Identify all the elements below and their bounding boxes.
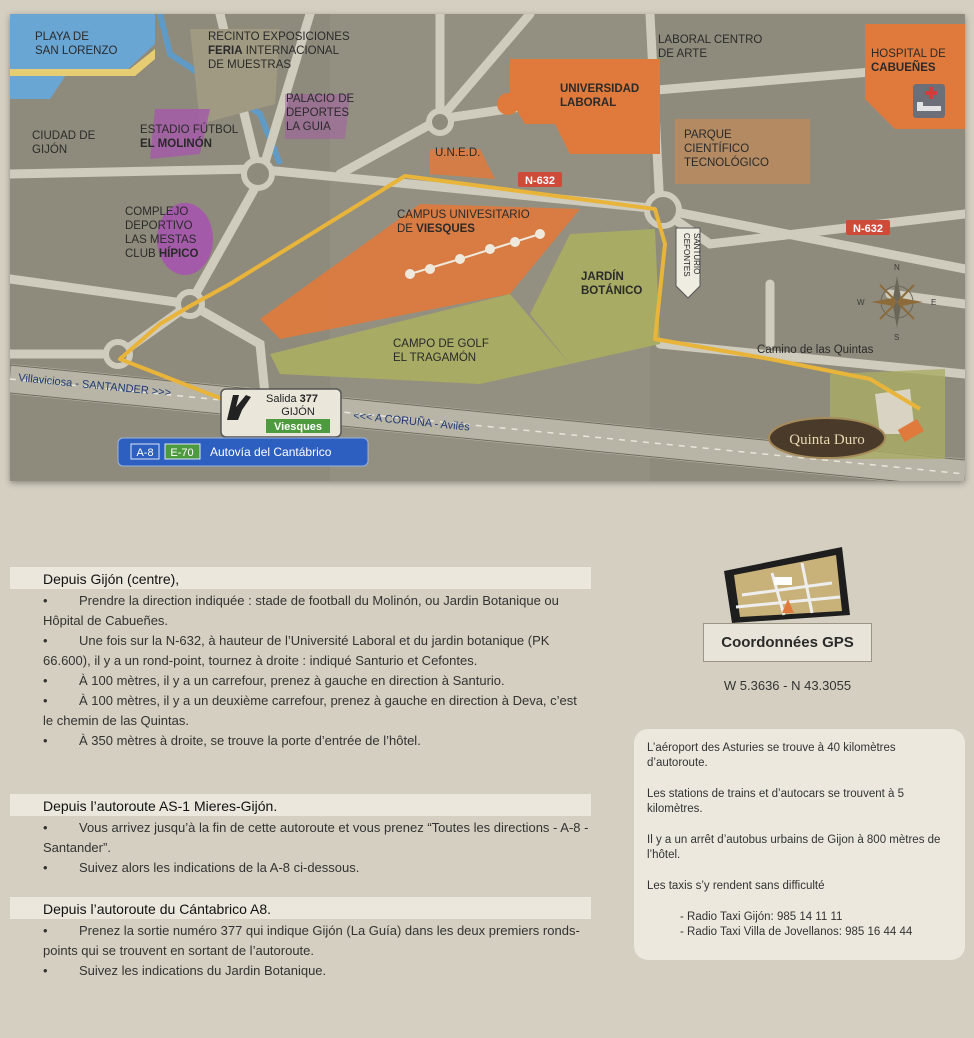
label-parque: PARQUE CIENTÍFICO TECNOLÓGICO — [684, 129, 769, 169]
bullet: • — [43, 673, 48, 688]
info-bus: Il y a un arrêt d’autobus urbains de Gijon à 800 mètres de l’hôtel. — [647, 834, 941, 861]
label-hospital: HOSPITAL DE CABUEÑES — [871, 48, 946, 74]
section-title-a8: Depuis l’autoroute du Cántabrico A8. — [10, 897, 591, 919]
label-playa: PLAYA DE SAN LORENZO — [35, 31, 118, 57]
directions-list-as1 — [10, 818, 590, 878]
svg-text:N-632: N-632 — [525, 175, 555, 187]
info-taxi-jovellanos: - Radio Taxi Villa de Jovellanos: 985 16 44 44 — [680, 926, 913, 938]
svg-text:CEFONTES: CEFONTES — [682, 233, 691, 277]
quinta-duro-logo — [769, 418, 885, 458]
label-universidad: UNIVERSIDAD LABORAL — [560, 83, 640, 109]
list-item: • Une fois sur la N-632, à hauteur de l’Université Laboral et du jardin botanique (PK 66.600), il y a un rond-point, tournez à droite : indiqué Santurio et Cefontes. — [43, 633, 550, 668]
n632-badge-2 — [846, 220, 890, 235]
gps-coordinates: W 5.3636 - N 43.3055 — [723, 678, 852, 693]
info-stations: Les stations de trains et d’autocars se trouvent à 5 kilomètres. — [647, 788, 904, 815]
svg-text:E-70: E-70 — [170, 447, 194, 459]
label-jardin: JARDÍN BOTÁNICO — [581, 271, 643, 297]
label-uned: U.N.E.D. — [435, 147, 481, 159]
svg-text:Quinta Duro: Quinta Duro — [789, 432, 865, 448]
bullet: • — [43, 693, 48, 708]
label-laboral-arte: LABORAL CENTRO DE ARTE — [658, 34, 763, 60]
list-item: • À 100 mètres, il y a un deuxième carrefour, prenez à gauche en direction à Deva, c’est le chemin de las Quintas. — [43, 693, 577, 728]
label-estadio: ESTADIO FÚTBOL EL MOLINÓN — [140, 124, 239, 150]
svg-text:Viesques: Viesques — [273, 421, 323, 433]
bullet: • — [43, 633, 48, 648]
map-svg — [10, 14, 965, 481]
directions-list-gijon — [10, 591, 590, 751]
svg-text:N-632: N-632 — [853, 223, 883, 235]
autovia-badge — [118, 438, 368, 466]
info-airport: L’aéroport des Asturies se trouve à 40 kilomètres d’autoroute. — [647, 742, 896, 769]
travel-info-box — [634, 729, 965, 960]
svg-text:SANTURIO: SANTURIO — [692, 233, 701, 275]
directions-list-a8 — [10, 921, 590, 981]
gps-device-icon — [722, 543, 852, 628]
label-palacio: PALACIO DE DEPORTES LA GUIA — [286, 93, 355, 133]
salida-377-sign — [221, 389, 341, 437]
svg-text:E: E — [931, 298, 937, 307]
label-recinto: RECINTO EXPOSICIONES FERIA INTERNACIONAL DE MUESTRAS — [208, 31, 350, 71]
bullet: • — [43, 923, 48, 938]
n632-badge-1 — [518, 172, 562, 187]
svg-text:W: W — [857, 298, 865, 307]
list-item: • Prenez la sortie numéro 377 qui indique Gijón (La Guía) dans les deux premiers ronds-points qui se trouvent en sortant de l’autoroute. — [43, 923, 580, 958]
label-villaviciosa: Villaviciosa - SANTANDER >>> — [17, 372, 172, 400]
info-taxi-intro: Les taxis s’y rendent sans difficulté — [647, 880, 825, 892]
list-item: • Suivez alors les indications de la A-8 ci-dessous. — [10, 858, 590, 878]
label-complejo: COMPLEJO DEPORTIVO LAS MESTAS CLUB HÍPICO — [125, 206, 199, 260]
label-camino: Camino de las Quintas — [757, 344, 874, 356]
label-campus: CAMPUS UNIVESITARIO DE VIESQUES — [397, 209, 530, 235]
label-ciudad: CIUDAD DE GIJÓN — [32, 130, 96, 156]
label-golf: CAMPO DE GOLF EL TRAGAMÓN — [393, 338, 489, 364]
svg-text:Autovía del Cantábrico: Autovía del Cantábrico — [210, 445, 332, 459]
section-title-gijon: Depuis Gijón (centre), — [10, 567, 591, 589]
svg-text:A-8: A-8 — [136, 447, 154, 459]
svg-text:Salida 377: Salida 377 — [266, 393, 318, 405]
section-title-as1: Depuis l’autoroute AS-1 Mieres-Gijón. — [10, 794, 591, 816]
label-coruna: <<< A CORUÑA - Avilés — [352, 410, 471, 434]
gps-title: Coordonnées GPS — [703, 623, 872, 662]
hospital-icon — [913, 84, 945, 118]
bullet: • — [43, 593, 48, 608]
svg-text:S: S — [894, 333, 900, 342]
info-taxi-gijon: - Radio Taxi Gijón: 985 14 11 11 — [680, 911, 843, 923]
list-item: • Prendre la direction indiquée : stade de football du Molinón, ou Jardin Botanique ou Hôpital de Cabueñes. — [43, 593, 559, 628]
svg-text:GIJÓN: GIJÓN — [281, 406, 315, 418]
location-map — [10, 14, 965, 481]
bullet: • — [43, 860, 48, 875]
bullet: • — [43, 963, 48, 978]
list-item: • Suivez les indications du Jardin Botanique. — [10, 961, 590, 981]
bullet: • — [43, 733, 48, 748]
cefontes-sign — [676, 228, 701, 298]
list-item: • Vous arrivez jusqu’à la fin de cette autoroute et vous prenez “Toutes les directions - A-8 - Santander”. — [43, 820, 589, 855]
svg-text:N: N — [894, 263, 900, 272]
list-item: • À 100 mètres, il y a un carrefour, prenez à gauche en direction à Santurio. — [10, 671, 590, 691]
bullet: • — [43, 820, 48, 835]
list-item: • À 350 mètres à droite, se trouve la porte d’entrée de l’hôtel. — [10, 731, 590, 751]
